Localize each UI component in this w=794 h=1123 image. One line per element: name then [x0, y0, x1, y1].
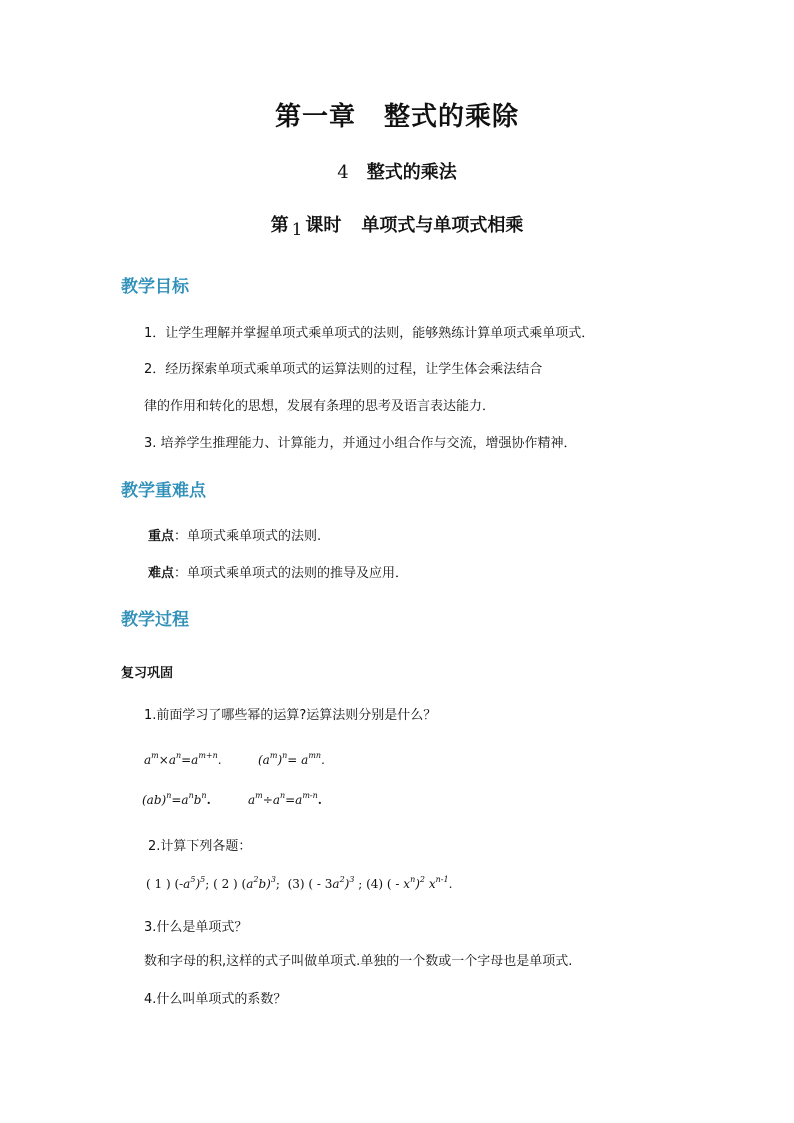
formula-product-of-powers: $a^m\times a^n=a^{m+n}$. [144, 751, 222, 767]
review-heading: 复习巩固 [121, 666, 174, 681]
review-question-4-number: 4. [144, 992, 157, 1007]
review-question-3-text: 什么是单项式？ [156, 920, 248, 935]
review-question-2 [148, 835, 251, 854]
review-answer-3: 数和字母的积,这样的式子叫做单项式.单独的一个数或一个字母也是单项式. [144, 954, 573, 969]
focus-text: ：单项式乘单项式的法则. [174, 529, 322, 544]
formula-quotient-of-powers: $a^m\div a^n=a^{m-n}$. [248, 791, 322, 807]
review-question-4 [144, 988, 286, 1007]
chapter-name: 整式的乘除 [384, 102, 520, 132]
lesson-prefix: 第 [270, 215, 289, 236]
difficulty-point [148, 562, 408, 581]
review-question-3-number: 3. [144, 920, 157, 935]
lesson-number: 1 [291, 220, 303, 240]
section-title [0, 158, 794, 184]
focus-point [148, 525, 321, 544]
process-heading: 教学过程 [121, 610, 189, 630]
difficulty-text: ：单项式乘单项式的法则的推导及应用． [174, 566, 409, 581]
chapter-number: 第一章 [274, 102, 356, 132]
lesson-name: 单项式与单项式相乘 [361, 215, 524, 236]
difficulty-label: 难点 [148, 566, 175, 581]
objectives-heading: 教学目标 [121, 277, 189, 297]
chapter-title [0, 96, 794, 133]
section-number: 4 [337, 162, 349, 183]
review-question-3 [144, 916, 247, 935]
objective-item-1: 1．让学生理解并掌握单项式乘单项式的法则，能够熟练计算单项式乘单项式． [144, 326, 595, 341]
review-question-2-text: 计算下列各题： [160, 839, 252, 854]
review-question-4-text: 什么叫单项式的系数？ [156, 992, 287, 1007]
objective-item-2: 2．经历探索单项式乘单项式的运算法则的过程，让学生体会乘法结合 [144, 362, 543, 377]
focus-label: 重点 [148, 529, 175, 544]
review-question-2-number: 2. [148, 839, 161, 854]
lesson-title [0, 211, 794, 240]
keypoints-heading: 教学重难点 [121, 481, 206, 501]
formula-power-of-power: $(a^m)^n= a^{mn}$. [258, 751, 325, 767]
review-question-1: 1.前面学习了哪些幂的运算?运算法则分别是什么？ [144, 708, 437, 723]
objective-item-3: 3. 培养学生推理能力、计算能力，并通过小组合作与交流，增强协作精神． [144, 436, 577, 451]
lesson-suffix: 课时 [305, 215, 342, 236]
objective-item-2-cont: 律的作用和转化的思想，发展有条理的思考及语言表达能力． [144, 399, 496, 414]
review-exercises: ( 1 ) $(-a^5)^5$; ( 2 ) $(a^2b)^3$; (3) ( - $3a^2)^3$ ; (4) ( - $x^n)^2$ $x^{n-1}$. [146, 875, 453, 891]
formula-power-of-product: $(ab)^n=a^nb^n$. [142, 791, 211, 807]
section-name: 整式的乘法 [366, 162, 457, 183]
